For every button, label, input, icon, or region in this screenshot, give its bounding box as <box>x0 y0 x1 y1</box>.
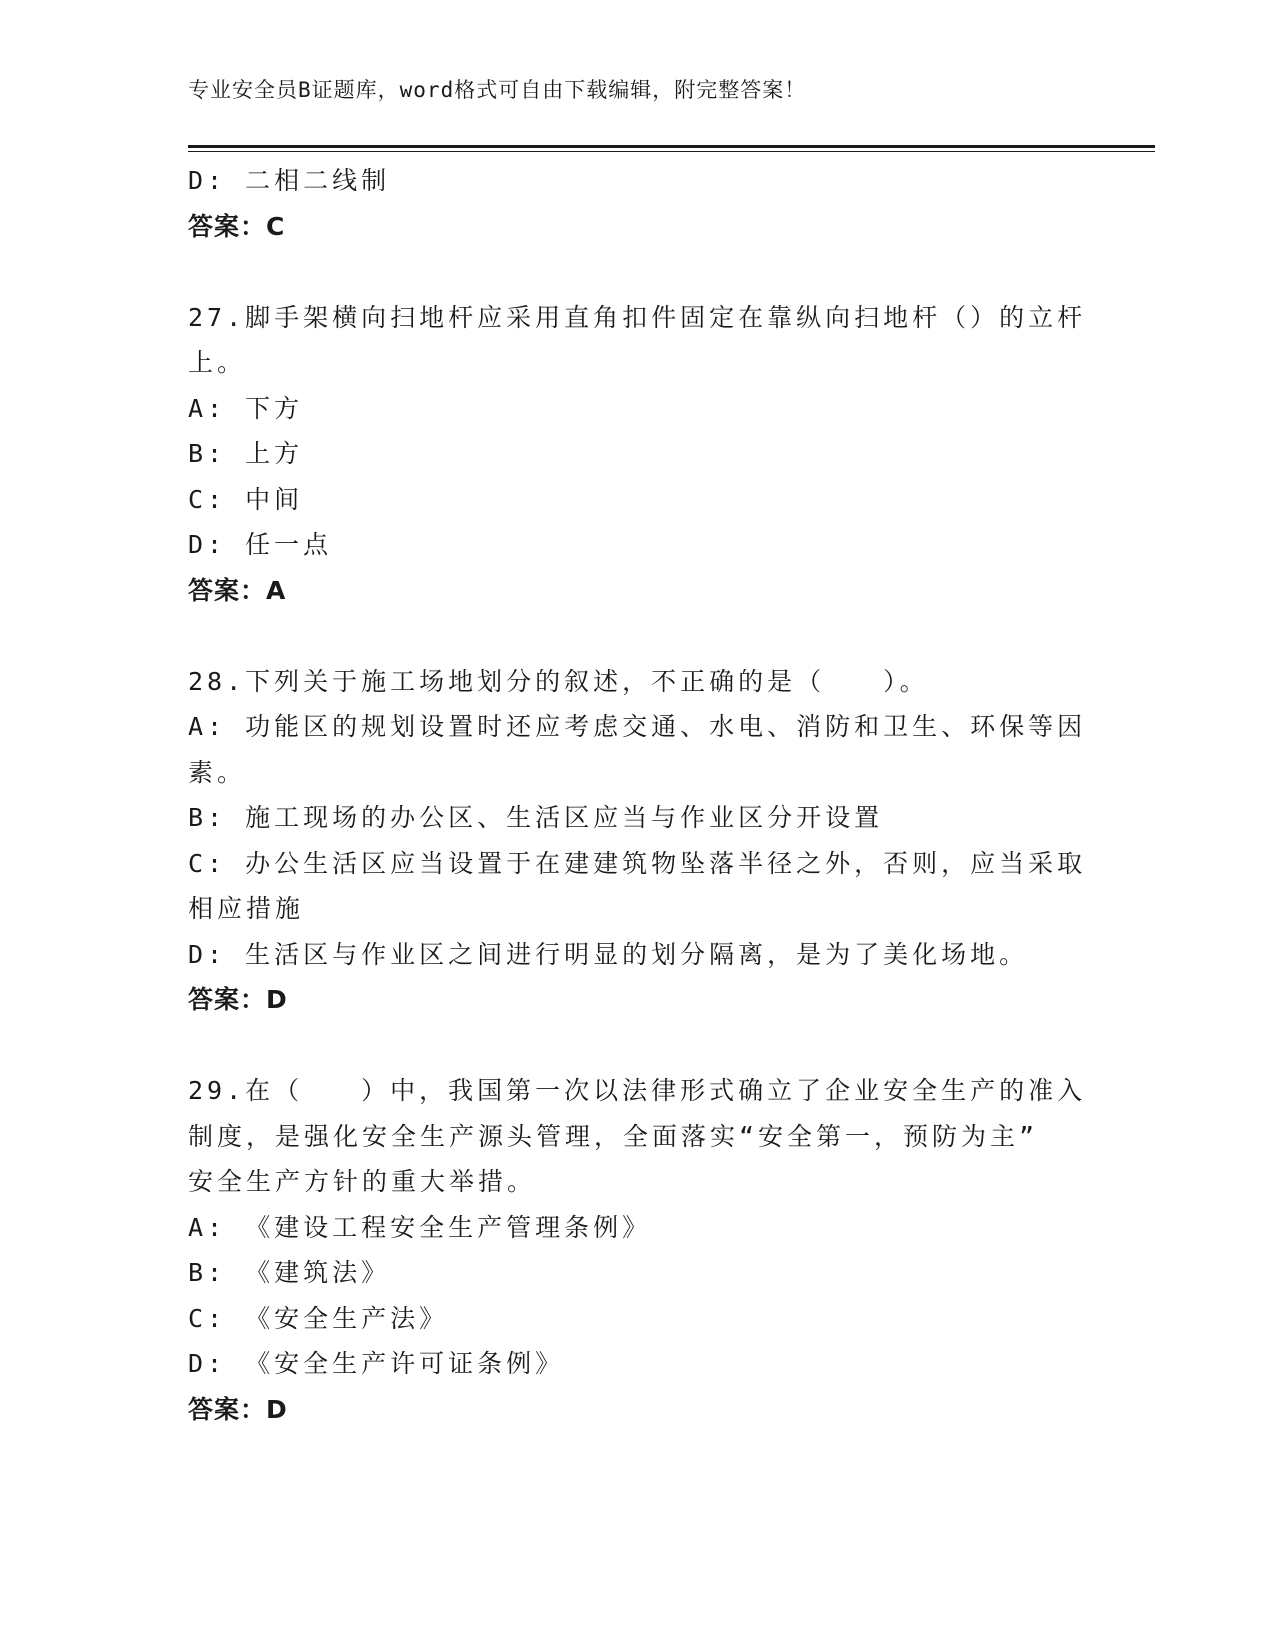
q29-stem-line2: 制度，是强化安全生产源头管理，全面落实“安全第一，预防为主” <box>188 1121 1039 1151</box>
spacer <box>188 1023 1088 1069</box>
header-note: 专业安全员B证题库，word格式可自由下载编辑，附完整答案！ <box>188 78 807 102</box>
q29-stem-line1: 29.在（ ）中，我国第一次以法律形式确立了企业安全生产的准入 <box>188 1076 1087 1105</box>
q29-option-d: D: 《安全生产许可证条例》 <box>188 1349 565 1378</box>
header-rule-thick <box>188 145 1155 148</box>
q28-option-d: D: 生活区与作业区之间进行明显的划分隔离，是为了美化场地。 <box>188 939 1029 969</box>
q27-stem-line1: 27.脚手架横向扫地杆应采用直角扣件固定在靠纵向扫地杆（）的立杆 <box>188 302 1087 332</box>
q27-answer: 答案：A <box>188 575 287 605</box>
q29-option-a: A: 《建设工程安全生产管理条例》 <box>188 1212 652 1242</box>
q28-option-a-line2: 素。 <box>188 757 247 787</box>
q29-stem-line3: 安全生产方针的重大举措。 <box>188 1167 537 1196</box>
question-content <box>188 158 1088 1432</box>
prev-answer: 答案：C <box>188 211 286 241</box>
q28-option-b: B: 施工现场的办公区、生活区应当与作业区分开设置 <box>188 803 884 832</box>
q27-option-a: A: 下方 <box>188 393 304 423</box>
q27-option-c: C: 中间 <box>188 484 304 514</box>
spacer <box>188 249 1088 295</box>
q28-option-c-line2: 相应措施 <box>188 894 305 923</box>
header-rule-thin <box>188 151 1155 152</box>
q28-option-c-line1: C: 办公生活区应当设置于在建建筑物坠落半径之外，否则，应当采取 <box>188 848 1087 878</box>
q27-option-b: B: 上方 <box>188 439 304 468</box>
q28-option-a-line1: A: 功能区的规划设置时还应考虑交通、水电、消防和卫生、环保等因 <box>188 712 1087 741</box>
spacer <box>188 613 1088 659</box>
prev-option-d: D: 二相二线制 <box>188 166 391 195</box>
q29-option-c: C: 《安全生产法》 <box>188 1303 449 1333</box>
q29-option-b: B: 《建筑法》 <box>188 1258 391 1287</box>
q28-answer: 答案：D <box>188 985 288 1014</box>
q27-option-d: D: 任一点 <box>188 530 333 559</box>
q28-stem-line1: 28.下列关于施工场地划分的叙述，不正确的是（ ）。 <box>188 666 929 696</box>
q27-stem-line2: 上。 <box>188 348 247 377</box>
q29-answer: 答案：D <box>188 1394 288 1424</box>
